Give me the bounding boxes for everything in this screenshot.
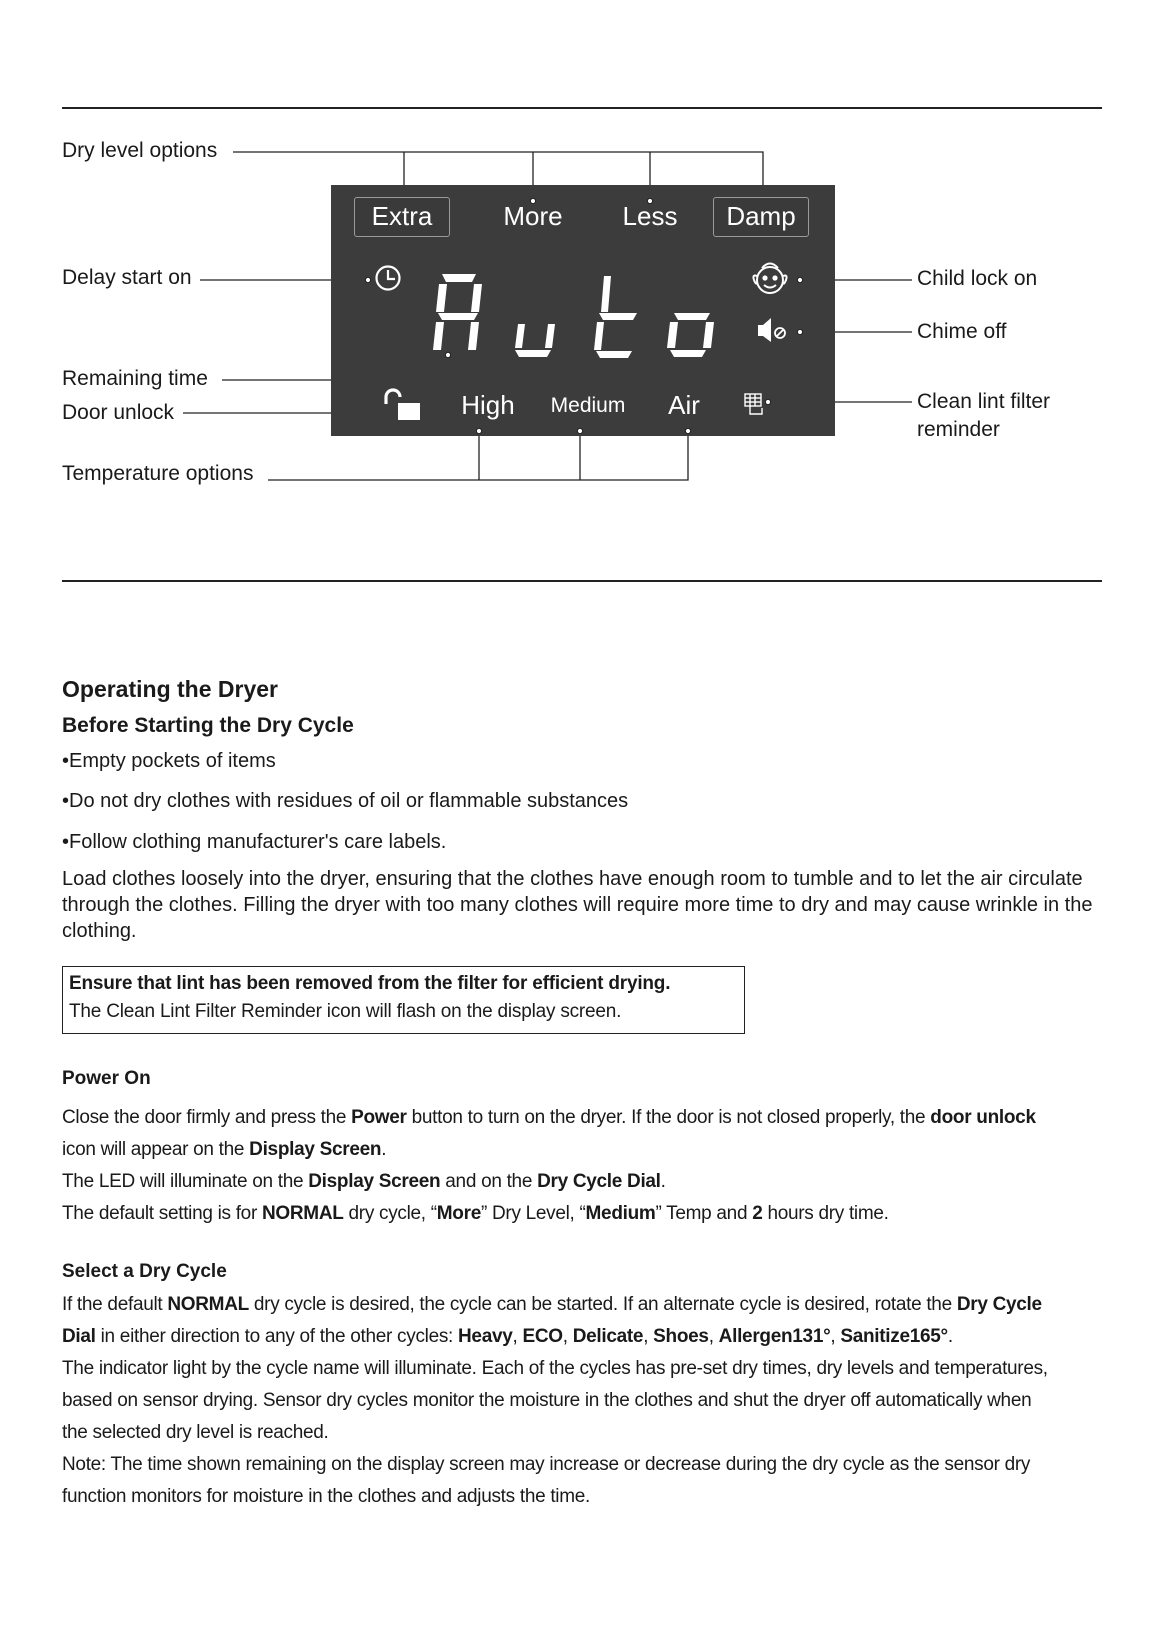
callout-lint-filter-line2: reminder bbox=[917, 418, 1000, 441]
callout-dry-level: Dry level options bbox=[62, 139, 218, 162]
callout-delay-start: Delay start on bbox=[62, 266, 192, 289]
power-on-title: Power On bbox=[62, 1068, 151, 1089]
temp-air[interactable]: Air bbox=[668, 390, 700, 420]
select-cycle-note-2: function monitors for moisture in the clothes and adjusts the time. bbox=[62, 1486, 591, 1507]
temp-high[interactable]: High bbox=[461, 390, 515, 420]
page-title: Operating the Dryer bbox=[62, 676, 278, 702]
callout-child-lock: Child lock on bbox=[917, 267, 1038, 290]
select-cycle-line-4: based on sensor drying. Sensor dry cycles monitor the moisture in the clothes and shut the dryer off automatically when bbox=[62, 1390, 1032, 1411]
temperature-leader bbox=[268, 432, 688, 480]
section-subtitle: Before Starting the Dry Cycle bbox=[62, 714, 354, 737]
bullet-item: •Follow clothing manufacturer's care labels. bbox=[62, 831, 447, 853]
lint-note-bold: Ensure that lint has been removed from the filter for efficient drying. bbox=[69, 973, 671, 994]
select-cycle-line-1: If the default NORMAL dry cycle is desired, the cycle can be started. If an alternate cycle is desired, rotate the Dry Cycle bbox=[62, 1294, 1042, 1315]
select-cycle-line-2: Dial in either direction to any of the other cycles: Heavy, ECO, Delicate, Shoes, Allergen131°, Sanitize165°. bbox=[62, 1326, 953, 1347]
select-cycle-line-3: The indicator light by the cycle name will illuminate. Each of the cycles has pre-set dry times, dry levels and temperatures, bbox=[62, 1358, 1048, 1379]
temp-medium[interactable]: Medium bbox=[550, 394, 626, 417]
bullet-item: •Do not dry clothes with residues of oil or flammable substances bbox=[62, 790, 629, 812]
dry-level-less[interactable]: Less bbox=[622, 201, 678, 231]
control-panel-diagram bbox=[0, 0, 1165, 600]
select-cycle-line-5: the selected dry level is reached. bbox=[62, 1422, 329, 1443]
lint-note-text: The Clean Lint Filter Reminder icon will flash on the display screen. bbox=[69, 1001, 622, 1022]
select-cycle-note-1: Note: The time shown remaining on the display screen may increase or decrease during the dry cycle as the sensor dry bbox=[62, 1454, 1031, 1475]
dry-level-more[interactable]: More bbox=[503, 201, 563, 231]
power-on-line-2: icon will appear on the Display Screen. bbox=[62, 1139, 387, 1160]
dry-level-damp[interactable]: Damp bbox=[713, 197, 809, 237]
bullet-item: •Empty pockets of items bbox=[62, 750, 276, 772]
lint-note-box bbox=[62, 966, 745, 1034]
loading-paragraph: Load clothes loosely into the dryer, ensuring that the clothes have enough room to tumble and to let the air circulate through the clothes. Filling the dryer with too many clothes will require more time to dry and may cause wrinkle in the clothing. bbox=[62, 868, 1093, 942]
power-on-line-3: The LED will illuminate on the Display Screen and on the Dry Cycle Dial. bbox=[62, 1171, 666, 1192]
power-on-line-4: The default setting is for NORMAL dry cycle, “More” Dry Level, “Medium” Temp and 2 hours dry time. bbox=[62, 1203, 889, 1224]
dry-level-extra[interactable]: Extra bbox=[354, 197, 450, 237]
callout-remaining-time: Remaining time bbox=[62, 367, 208, 390]
callout-door-unlock: Door unlock bbox=[62, 401, 175, 424]
callout-lint-filter: Clean lint filter bbox=[917, 390, 1051, 413]
callout-temperature: Temperature options bbox=[62, 462, 254, 485]
select-cycle-title: Select a Dry Cycle bbox=[62, 1261, 227, 1282]
power-on-line-1: Close the door firmly and press the Power button to turn on the dryer. If the door is not closed properly, the door unlock bbox=[62, 1107, 1036, 1128]
callout-chime-off: Chime off bbox=[917, 320, 1007, 343]
